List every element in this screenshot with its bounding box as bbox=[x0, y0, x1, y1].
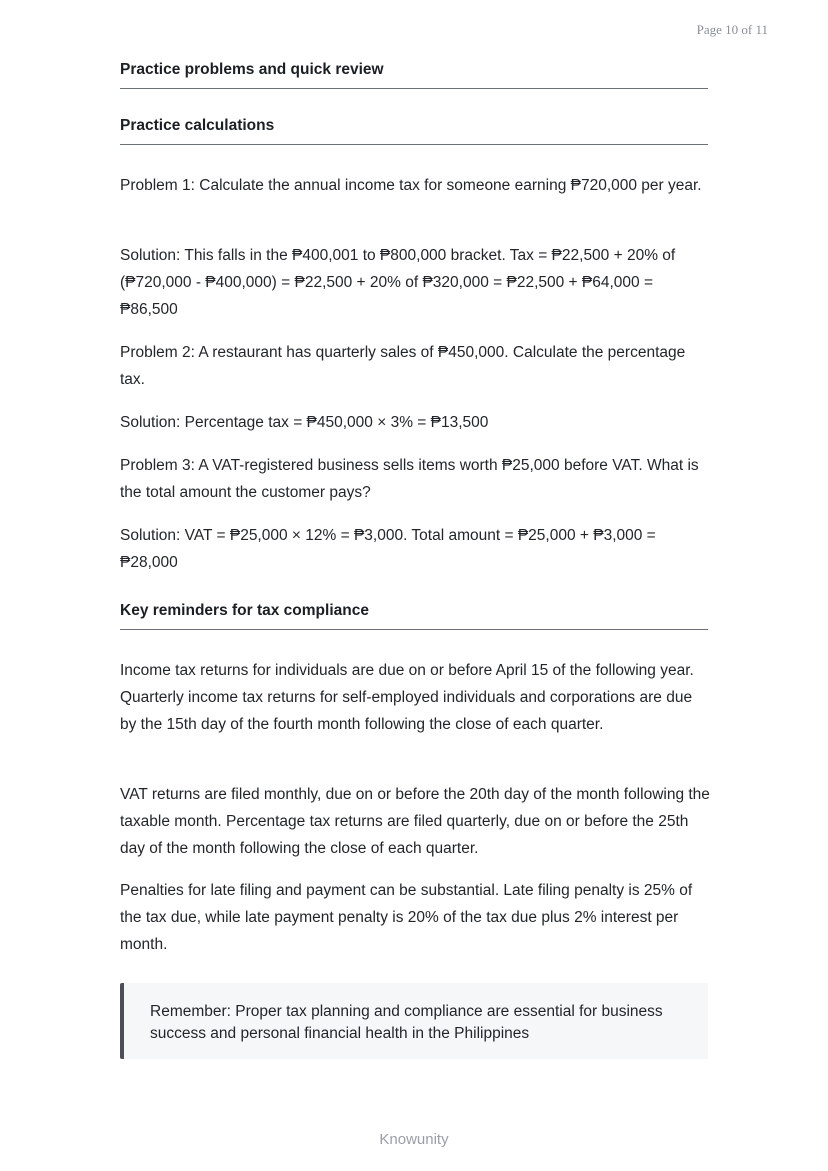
solution-2-text: Solution: Percentage tax = ₱450,000 × 3% = ₱13,500 bbox=[120, 414, 489, 431]
section-heading-practice-review: Practice problems and quick review bbox=[120, 61, 708, 89]
reminder-vat-returns: VAT returns are filed monthly, due on or before the 20th day of the month following the taxable month. Percentage tax returns are filed quarterly, due on or before the 25th day of the month following the close of each quarter. bbox=[120, 786, 710, 857]
problem-1-text: Problem 1: Calculate the annual income tax for someone earning ₱720,000 per year. bbox=[120, 177, 702, 194]
section-heading-practice-calculations: Practice calculations bbox=[120, 117, 708, 145]
solution-1-text: Solution: This falls in the ₱400,001 to ₱800,000 bracket. Tax = ₱22,500 + 20% of (₱720,000 - ₱400,000) = ₱22,500 + 20% of ₱320,000 = ₱22,500 + ₱64,000 = ₱86,500 bbox=[120, 247, 676, 318]
problem-2-text: Problem 2: A restaurant has quarterly sales of ₱450,000. Calculate the percentage tax. bbox=[120, 344, 686, 388]
reminder-filing-deadlines: Income tax returns for individuals are due on or before April 15 of the following year. Quarterly income tax returns for self-employed individuals and corporations are due by the 15th day of the fourth month following the close of each quarter. bbox=[120, 662, 694, 733]
solution-3-text: Solution: VAT = ₱25,000 × 12% = ₱3,000. Total amount = ₱25,000 + ₱3,000 = ₱28,000 bbox=[120, 527, 656, 571]
reminder-penalties: Penalties for late filing and payment can be substantial. Late filing penalty is 25% of the tax due, while late payment penalty is 20% of the tax due plus 2% interest per month. bbox=[120, 882, 693, 953]
section-heading-key-reminders: Key reminders for tax compliance bbox=[120, 602, 708, 630]
page-number: Page 10 of 11 bbox=[696, 22, 768, 37]
problem-3-text: Problem 3: A VAT-registered business sells items worth ₱25,000 before VAT. What is the total amount the customer pays? bbox=[120, 457, 699, 501]
callout-text: Remember: Proper tax planning and compliance are essential for business success and personal financial health in the Philippines bbox=[150, 1003, 663, 1042]
footer-brand: Knowunity bbox=[379, 1131, 449, 1148]
reminder-callout bbox=[120, 983, 708, 1059]
